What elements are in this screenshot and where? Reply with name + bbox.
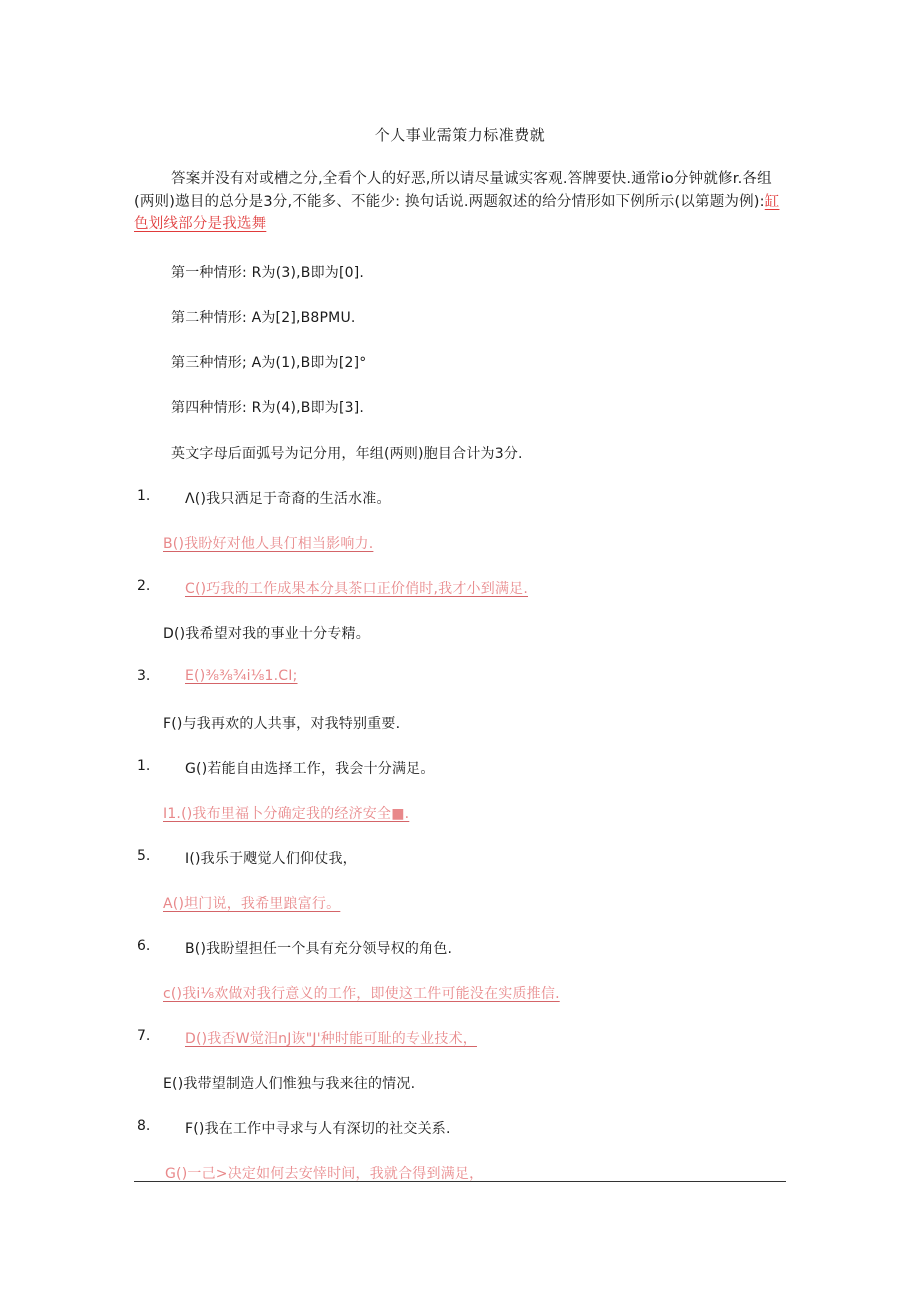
page-bottom-rule [134, 1181, 786, 1182]
question-number: 2. [137, 578, 151, 594]
scoring-note: 英文字母后面弧号为记分用，年组(两则)胞目合计为3分. [171, 446, 523, 462]
question-option: G()若能自由选择工作，我会十分满足。 [185, 761, 435, 777]
question-option-selected: A()坦门说，我希里踉富行。 [163, 896, 341, 912]
red-underlined-note: 缸色划线部分是我选舞 [134, 193, 780, 232]
question-option: Λ()我只洒足于奇裔的生活水准。 [185, 491, 391, 507]
question-option-selected: I1.()我布里福卜分确定我的经济安全■. [163, 806, 410, 822]
question-option: B()我盼望担任一个具有充分领导权的角色. [185, 941, 453, 957]
question-option: F()我在工作中寻求与人有深切的社交关系. [185, 1121, 451, 1137]
intro-paragraph [134, 168, 786, 236]
page-title: 个人事业需策力标准费就 [374, 126, 546, 144]
question-number: 1. [137, 758, 151, 774]
question-number: 1. [137, 488, 151, 504]
question-number: 8. [137, 1118, 151, 1134]
case-4: 第四种情形: R为(4),B即为[3]. [171, 400, 365, 416]
case-1: 第一种情形: R为(3),B即为[0]. [171, 265, 365, 281]
question-option-selected: E()⅜⅜¾i⅛1.CI; [185, 668, 298, 684]
question-number: 7. [137, 1028, 151, 1044]
question-option: E()我带望制造人们惟独与我来往的情况. [163, 1076, 416, 1092]
case-3: 第三种情形; A为(1),B即为[2]° [171, 355, 367, 371]
intro-text: 答案并没有对或槽之分,全看个人的好恶,所以请尽量诚实客观.答牌要快.通常io分钟就修r.各组(两则)遨目的总分是3分,不能多、不能少: 换句话说.两题叙述的给分情形如下例所示(以第题为例): [134, 171, 772, 210]
question-option: I()我乐于飕觉人们仰仗我， [185, 851, 357, 867]
question-option-selected: c()我i⅛欢做对我行意义的工作，即使这工件可能没在实质推信. [163, 986, 560, 1002]
question-option-selected: G()一己>决定如何去安悻时间，我就合得到满足， [165, 1166, 484, 1182]
question-number: 5. [137, 848, 151, 864]
question-option: D()我希望对我的事业十分专精。 [163, 626, 370, 642]
question-option-selected: D()我否W觉汨nJ诙"J'种时能可耻的专业技术， [185, 1031, 477, 1047]
question-number: 3. [137, 668, 151, 684]
question-option: F()与我再欢的人共事，对我特别重要. [163, 716, 401, 732]
case-2: 第二种情形: A为[2],B8PMU. [171, 310, 356, 326]
question-option-selected: C()巧我的工作成果本分具茶口正价俏时,我才小到满足. [185, 581, 528, 597]
question-option-selected: B()我盼好对他人具仃相当影响力. [163, 536, 374, 552]
question-number: 6. [137, 938, 151, 954]
